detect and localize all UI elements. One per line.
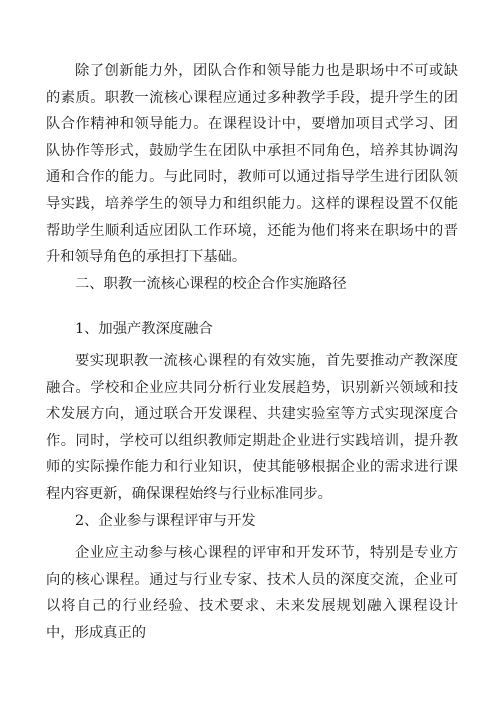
body-paragraph-teamwork: 除了创新能力外，团队合作和领导能力也是职场中不可或缺的素质。职教一流核心课程应通过多种教学手段，提升学生的团队合作精神和领导能力。在课程设计中，要增加项目式学习、团队协作等形式，鼓励学生在团队中承担不同角色，培养其协调沟通和合作的能力。与此同时，教师可以通过指导学生进行团队领导实践，培养学生的领导力和组织能力。这样的课程设置不仅能帮助学生顺利适应团队工作环境，还能为他们将来在职场中的晋升和领导角色的承担打下基础。 [46, 63, 458, 266]
body-paragraph-integration: 要实现职教一流核心课程的有效实施，首先要推动产教深度融合。学校和企业应共同分析行业发展趋势，识别新兴领域和技术发展方向，通过联合开发课程、共建实验室等方式实现深度合作。同时，学校可以组织教师定期赴企业进行实践培训，提升教师的实际操作能力和行业知识，使其能够根据企业的需求进行课程内容更新，确保课程始终与行业标准同步。 [46, 353, 458, 502]
section-heading: 二、职教一流核心课程的校企合作实施路径 [75, 276, 347, 292]
subheading-enterprise-participation: 2、企业参与课程评审与开发 [75, 513, 256, 529]
subheading-industry-integration: 1、加强产教深度融合 [75, 321, 213, 337]
body-paragraph-enterprise: 企业应主动参与核心课程的评审和开发环节，特别是专业方向的核心课程。通过与行业专家、技术人员的深度交流，企业可以将自己的行业经验、技术要求、未来发展规划融入课程设计中，形成真正的 [46, 545, 458, 641]
